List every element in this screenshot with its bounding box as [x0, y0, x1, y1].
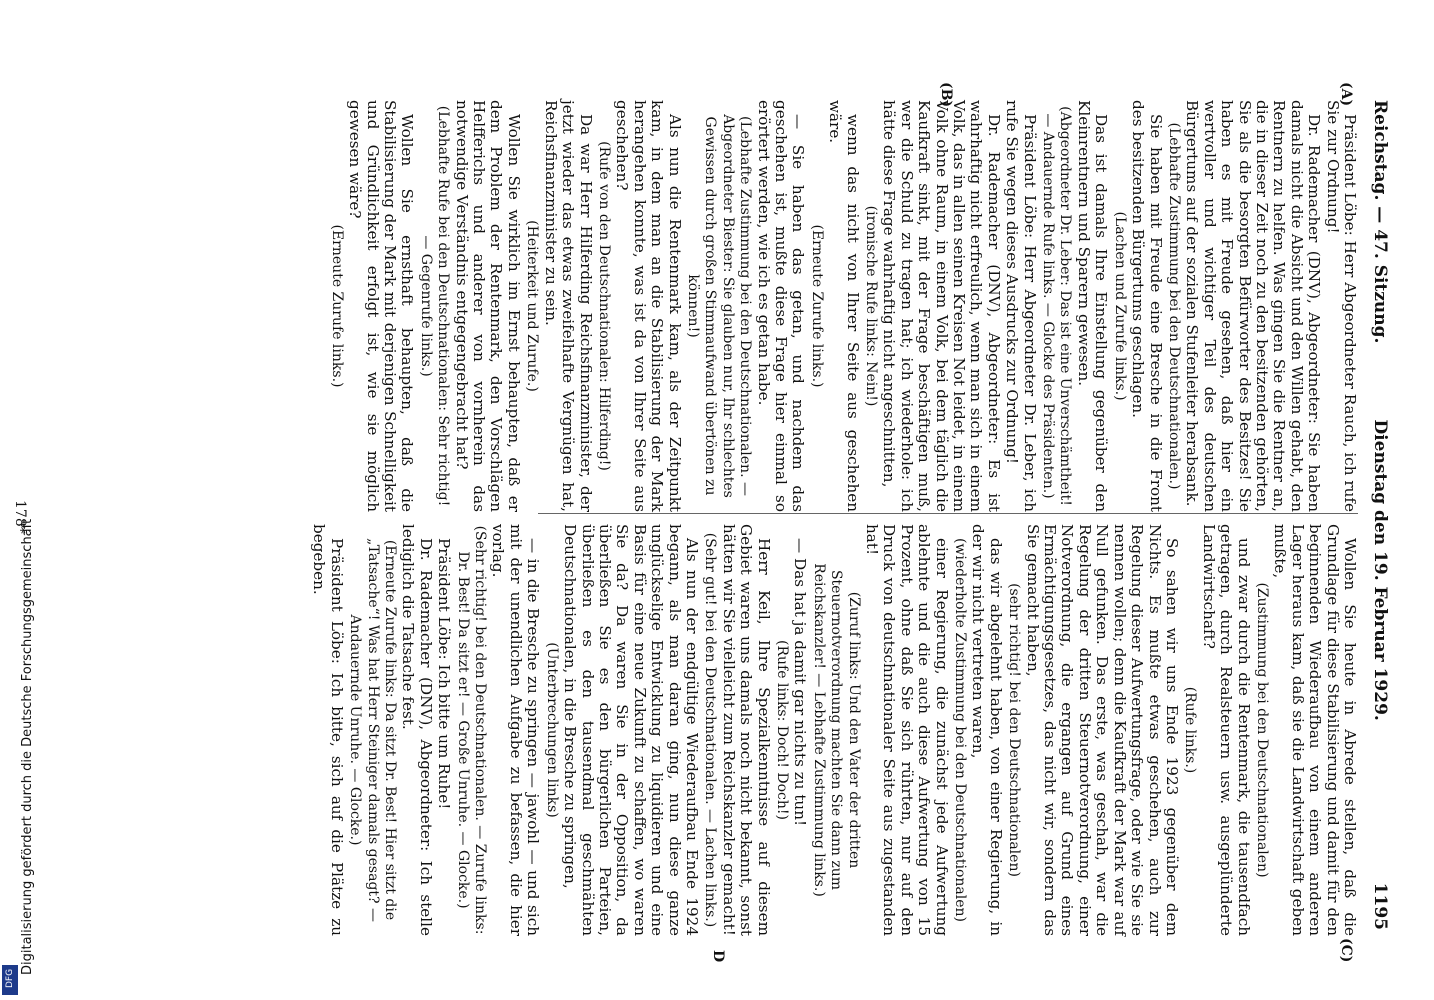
margin-letter-c: (C): [1338, 938, 1354, 963]
paragraph: Präsident Löbe: Ich bitte, sich auf die Plätze zu begeben.: [310, 524, 346, 936]
interjection: (Abgeordneter Dr. Leber: Das ist eine Unverschämtheit! — Andauernde Rufe links. — Glocke des Präsidenten.): [1040, 106, 1074, 506]
paragraph: Dr. Rademacher (DNV), Abgeordneter: Ich stelle lediglich die Tatsache fest.: [399, 524, 435, 936]
page-number: 1195: [1370, 882, 1390, 930]
paragraph: Präsident Löbe: Herr Abgeordneter Rauch, ich rufe Sie zur Ordnung!: [1323, 100, 1359, 512]
interjection: (ironische Rufe links: Nein!): [863, 205, 880, 407]
paragraph: — in die Bresche zu springen — jawohl — und sich mit der unendlichen Aufgabe zu befassen, die hier vorlag.: [489, 524, 543, 936]
paragraph: Dr. Rademacher (DNV), Abgeordneter: Sie haben damals nicht die Absicht und den Willen gehabt, den Rentnern zu helfen. Was gingen Sie die Rentner an, die in dieser Zeit noch zu den besitzenden gehörten, Sie als die besorgten Befürworter des Besitzes! Sie haben es mit Freude gesehen, daß hier ein wertvoller und wichtiger Teil des deutschen Bürgertums auf der sozialen Stufenleiter herabsank.: [1183, 100, 1324, 512]
header-date: Dienstag den 19. Februar 1929.: [1370, 419, 1390, 721]
interjection: (wiederholte Zustimmung bei den Deutschnationalen): [952, 537, 969, 923]
left-column: [328, 100, 1359, 512]
interjection: (Heiterkeit und Zurufe.): [524, 220, 541, 392]
paragraph: einer Regierung, die zunächst jede Aufwertung ablehnte und die auch diese Aufwertung von 15 Prozent, ohne daß Sie sich rührten, nur auf den Druck von deutschnationaler Seite aus zugestanden hat!: [863, 524, 951, 936]
running-header: [1368, 100, 1390, 930]
interjection: (Rufe links.): [1182, 686, 1199, 774]
paragraph: Das ist damals Ihre Einstellung gegenüber den Kleinrentnern und Sparern gewesen.: [1074, 100, 1111, 512]
margin-letter-a: (A): [1338, 82, 1354, 107]
digitization-credit: Digitalisierung gefördert durch die Deutsche Forschungsgemeinschaft: [20, 518, 35, 975]
interjection: (Lebhafte Zustimmung bei den Deutschnationalen.): [1165, 122, 1182, 490]
paragraph: und zwar durch die Rentenmark, die tausendfach getragen, durch Realsteuern usw. ausgeplünderte Landwirtschaft?: [1199, 524, 1253, 936]
interjection: (Rufe von den Deutschnationalen: Hilferding!): [595, 141, 612, 471]
paragraph: Als nun der endgültige Wiederaufbau Ende 1924 begann, als man daran ging, nun diese ganze unglückselige Entwicklung zu liquidieren und eine Basis für eine neue Zukunft zu schaffen, wo waren Sie da? Da waren Sie in der Opposition, da überließen Sie es den bürgerlichen Parteien, überließen es den tausendmal geschmähten Deutschnationalen, in die Bresche zu springen,: [561, 524, 701, 936]
header-date-page: [1370, 419, 1390, 930]
interjection: (sehr richtig! bei den Deutschnationalen): [1006, 583, 1023, 877]
interjection: (Unterbrechungen links): [543, 642, 560, 818]
interjection: (Erneute Zurufe links.): [808, 224, 825, 388]
paragraph: das wir abgelehnt haben, von einer Regierung, in der wir nicht vertreten waren,: [969, 524, 1005, 936]
header-title: Reichstag. — 47. Sitzung.: [1370, 100, 1390, 344]
interjection: (Sehr gut! bei den Deutschnationalen. — Lachen links.): [702, 532, 719, 928]
paragraph: Da war Herr Hilferding Reichsfinanzminister, der jetzt wieder das etwas zweifelhafte Vergnügen hat, Reichsfinanzminister zu sein.: [541, 100, 595, 512]
paragraph: Präsident Löbe: Ich bitte um Ruhe!: [435, 538, 454, 810]
interjection: (Zuruf links: Und den Vater der dritten Steuernotverordnung machten Sie dann zum Reichskanzler! — Lebhafte Zustimmung links.): [810, 563, 862, 897]
paragraph: Wollen Sie wirklich im Ernst behaupten, daß er dem Problem der Rentenmark, den Vorschlägen Helfferichs und anderer von vornherein das notwendige Verständnis entgegengebracht hat?: [452, 100, 523, 512]
interjection: (Erneute Zurufe links: Da sitzt Dr. Best! Hier sitzt die „Tatsache“! Was hat Herr Steiniger damals gesagt? — Andauernde Unruhe. — Glocke.): [347, 537, 399, 923]
paragraph: wenn das nicht von Ihrer Seite aus geschehen wäre.: [826, 100, 862, 512]
interjection: (Lebhafte Zustimmung bei den Deutschnationalen. — Abgeordneter Biester: Sie glauben nur, Ihr schlechtes Gewissen durch großen Stimmaufwand übertönen zu können!): [684, 114, 754, 498]
margin-letter-d: D: [710, 950, 726, 963]
interjection: (Sehr richtig! bei den Deutschnationalen. — Zurufe links: Dr. Best! Da sitzt er! — Große Unruhe. — Glocke.): [454, 525, 489, 935]
paragraph: Sie haben mit Freude eine Bresche in die Front des besitzenden Bürgertums geschlagen.: [1129, 100, 1165, 512]
margin-letter-b: (B): [938, 82, 954, 108]
interjection: (Lebhafte Rufe bei den Deutschnationalen: Sehr richtig! — Gegenrufe links.): [417, 105, 452, 507]
paragraph: So sahen wir uns Ende 1923 gegenüber dem Nichts. Es mußte etwas geschehen, auch zur Regelung dieser Aufwertungsfrage, oder wie Sie sie nennen wollen; denn die Kaufkraft der Mark war auf Null gefunken. Das erste, was geschah, war die Regelung der dritten Steuernotverordnung, einer Notverordnung, die ergangen auf Grund eines Ermächtigungsgesetzes, das nicht wir, sondern das Sie gemacht haben,: [1023, 524, 1181, 936]
paragraph: — Sie haben das getan, und nachdem das geschehen ist, mußte diese Frage hier einmal so erörtert werden, wie ich es getan habe.: [754, 100, 808, 512]
interjection: (Lachen und Zurufe links.): [1111, 211, 1128, 401]
right-column: [310, 524, 1359, 936]
paragraph: Präsident Löbe: Herr Abgeordneter Dr. Leber, ich rufe Sie wegen dieses Ausdrucks zur Ordnung!: [1003, 100, 1039, 512]
paragraph: Dr. Rademacher (DNV), Abgeordneter: Es ist wahrhaftig nicht erfreulich, wenn man sich in einem Volk, das in allen seinen Kreisen Not leidet, in einem Volk ohne Raum, in einem Volk, bei dem täglich die Kaufkraft sinkt, mit der Frage beschäftigen muß, wer die Schuld zu tragen hat; ich wiederhole: ich hätte diese Frage wahrhaftig nicht angeschnitten,: [880, 100, 1003, 512]
column-divider: [538, 513, 1358, 514]
paragraph: Wollen Sie ernsthaft behaupten, daß die Stabilisierung der Mark mit derjenigen Schnelligkeit und Gründlichkeit erfolgt ist, wie sie möglich gewesen wäre?: [346, 100, 417, 512]
dfg-logo: DFG: [2, 965, 18, 995]
interjection: (Rufe links: Doch! Doch!): [774, 640, 790, 820]
interjection: (Erneute Zurufe links.): [328, 224, 345, 388]
paragraph: Wollen Sie heute in Abrede stellen, daß die Grundlage für diese Stabilisierung und damit für den beginnenden Wiederaufbau von einem anderen Lager heraus kam, daß sie die Landwirtschaft geben mußte,: [1271, 524, 1359, 936]
paragraph: Herr Keil, Ihre Spezialkenntnisse auf diesem Gebiet waren uns damals noch nicht bekannt, sonst hätten wir Sie vielleicht zum Reichskanzler gemacht!: [719, 524, 773, 936]
interjection: (Zustimmung bei den Deutschnationalen): [1253, 582, 1270, 878]
sheet-signature: 178*: [12, 500, 28, 534]
paragraph: — Das hat ja damit gar nichts zu tun!: [791, 538, 810, 827]
paragraph: Als nun die Rentenmark kam, als der Zeitpunkt kam, in dem man an die Stabilisierung der Mark herangehen konnte, was ist da von Ihrer Seite aus geschehen?: [613, 100, 684, 512]
